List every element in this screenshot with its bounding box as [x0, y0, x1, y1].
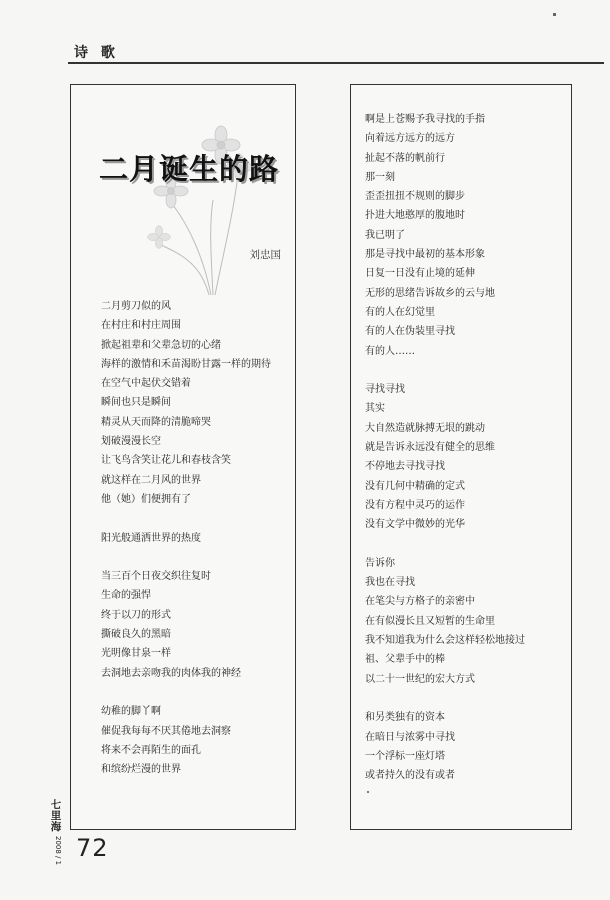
poem-line: 有的人在伪装里寻找: [365, 326, 455, 338]
page-number: 72: [76, 834, 109, 862]
poem-line: 光明像甘泉一样: [101, 648, 171, 660]
poem-stanza: [101, 567, 287, 683]
author-name: 刘忠国: [249, 249, 281, 261]
poem-line: 就这样在二月风的世界: [101, 474, 201, 486]
poem-line: 和缤纷烂漫的世界: [101, 764, 181, 776]
poem-stanza: [365, 554, 563, 689]
poem-line: 生命的强悍: [101, 590, 151, 602]
poem-line: 扑进大地憨厚的腹地时: [365, 210, 465, 222]
poem-line: 催促我每每不厌其倦地去洞察: [101, 725, 231, 737]
poem-line: 向着远方远方的远方: [365, 133, 455, 145]
poem-line: 没有方程中灵巧的运作: [365, 499, 465, 511]
flower-illustration: [143, 105, 273, 295]
poem-line: 终于以刀的形式: [101, 609, 171, 621]
section-label: 诗 歌: [74, 45, 119, 61]
poem-line: 他（她）们便拥有了: [101, 493, 191, 505]
poem-line: 海样的激情和禾苗渴盼甘露一样的期待: [101, 358, 271, 370]
header-rule: [68, 62, 604, 64]
poem-line: 在笔尖与方格子的亲密中: [365, 596, 475, 608]
poem-line: 告诉你: [365, 557, 395, 569]
poem-line: 让飞鸟含笑让花儿和春枝含笑: [101, 455, 231, 467]
poem-line: 日复一日没有止境的延伸: [365, 268, 475, 280]
poem-line: 将来不会再陌生的面孔: [101, 744, 201, 756]
poem-title: 二月诞生的路: [99, 152, 280, 186]
poem-line: 掀起祖辈和父辈急切的心绪: [101, 339, 221, 351]
stray-dot: [367, 791, 369, 793]
poem-line: 不停地去寻找寻找: [365, 461, 445, 473]
magazine-name: 七里海: [50, 799, 62, 833]
poem-line: 阳光般通洒世界的热度: [101, 532, 201, 544]
poem-stanza: [365, 380, 563, 534]
poem-line: 或者持久的没有或者: [365, 770, 455, 782]
poem-line: 去洞地去亲吻我的肉体我的神经: [101, 667, 241, 679]
poem-line: 有的人……: [365, 345, 415, 357]
poem-line: 没有文学中微妙的光华: [365, 519, 465, 531]
poem-line: 在有似漫长且又短暂的生命里: [365, 615, 495, 627]
poem-stanza: [101, 297, 287, 509]
spine-label: [50, 799, 66, 866]
poem-line: 寻找寻找: [365, 384, 405, 396]
poem-line: 我也在寻找: [365, 577, 415, 589]
poem-line: 在空气中起伏交错着: [101, 378, 191, 390]
poem-line: 二月剪刀似的风: [101, 301, 171, 312]
right-poem-text: [365, 110, 563, 805]
poem-line: 那是寻找中最初的基本形象: [365, 249, 485, 261]
poem-line: 那一刻: [365, 171, 395, 183]
poem-stanza: [101, 529, 287, 548]
left-column: [70, 84, 296, 830]
poem-line: 一个浮标一座灯塔: [365, 750, 445, 762]
poem-line: 瞬间也只是瞬间: [101, 397, 171, 409]
left-poem-text: [101, 297, 287, 799]
poem-stanza: [101, 702, 287, 779]
poem-line: 祖、父辈手中的棒: [365, 654, 445, 666]
poem-stanza: [365, 708, 563, 785]
poem-line: 没有几何中精确的定式: [365, 480, 465, 492]
poem-line: 精灵从天而降的清脆啼哭: [101, 416, 211, 428]
poem-line: 以二十一世纪的宏大方式: [365, 673, 475, 685]
poem-line: 在暗日与浓雾中寻找: [365, 731, 455, 743]
right-column: [350, 84, 572, 830]
poem-line: 歪歪扭扭不规则的脚步: [365, 191, 465, 203]
poem-line: 无形的思绪告诉故乡的云与地: [365, 287, 495, 299]
poem-line: 就是告诉永远没有健全的思维: [365, 442, 495, 454]
issue-number: 2008 / 1: [54, 836, 62, 866]
poem-line: 撕破良久的黑暗: [101, 629, 171, 641]
poem-stanza: [365, 110, 563, 361]
poem-line: 划破漫漫长空: [101, 436, 161, 448]
poem-line: 我已明了: [365, 229, 405, 241]
poem-line: 幼稚的脚丫啊: [101, 706, 161, 718]
poem-line: 扯起不落的帆前行: [365, 152, 445, 164]
poem-line: 其实: [365, 403, 385, 415]
corner-mark: [553, 13, 556, 16]
poem-line: 在村庄和村庄周围: [101, 320, 181, 332]
poem-line: 当三百个日夜交织往复时: [101, 571, 211, 583]
poem-line: 和另类独有的资本: [365, 712, 445, 724]
poem-line: 啊是上苍赐予我寻找的手指: [365, 114, 485, 125]
poem-line: 我不知道我为什么会这样轻松地接过: [365, 635, 525, 647]
poem-line: 大自然造就脉搏无垠的跳动: [365, 422, 485, 434]
poem-line: 有的人在幻觉里: [365, 306, 435, 318]
